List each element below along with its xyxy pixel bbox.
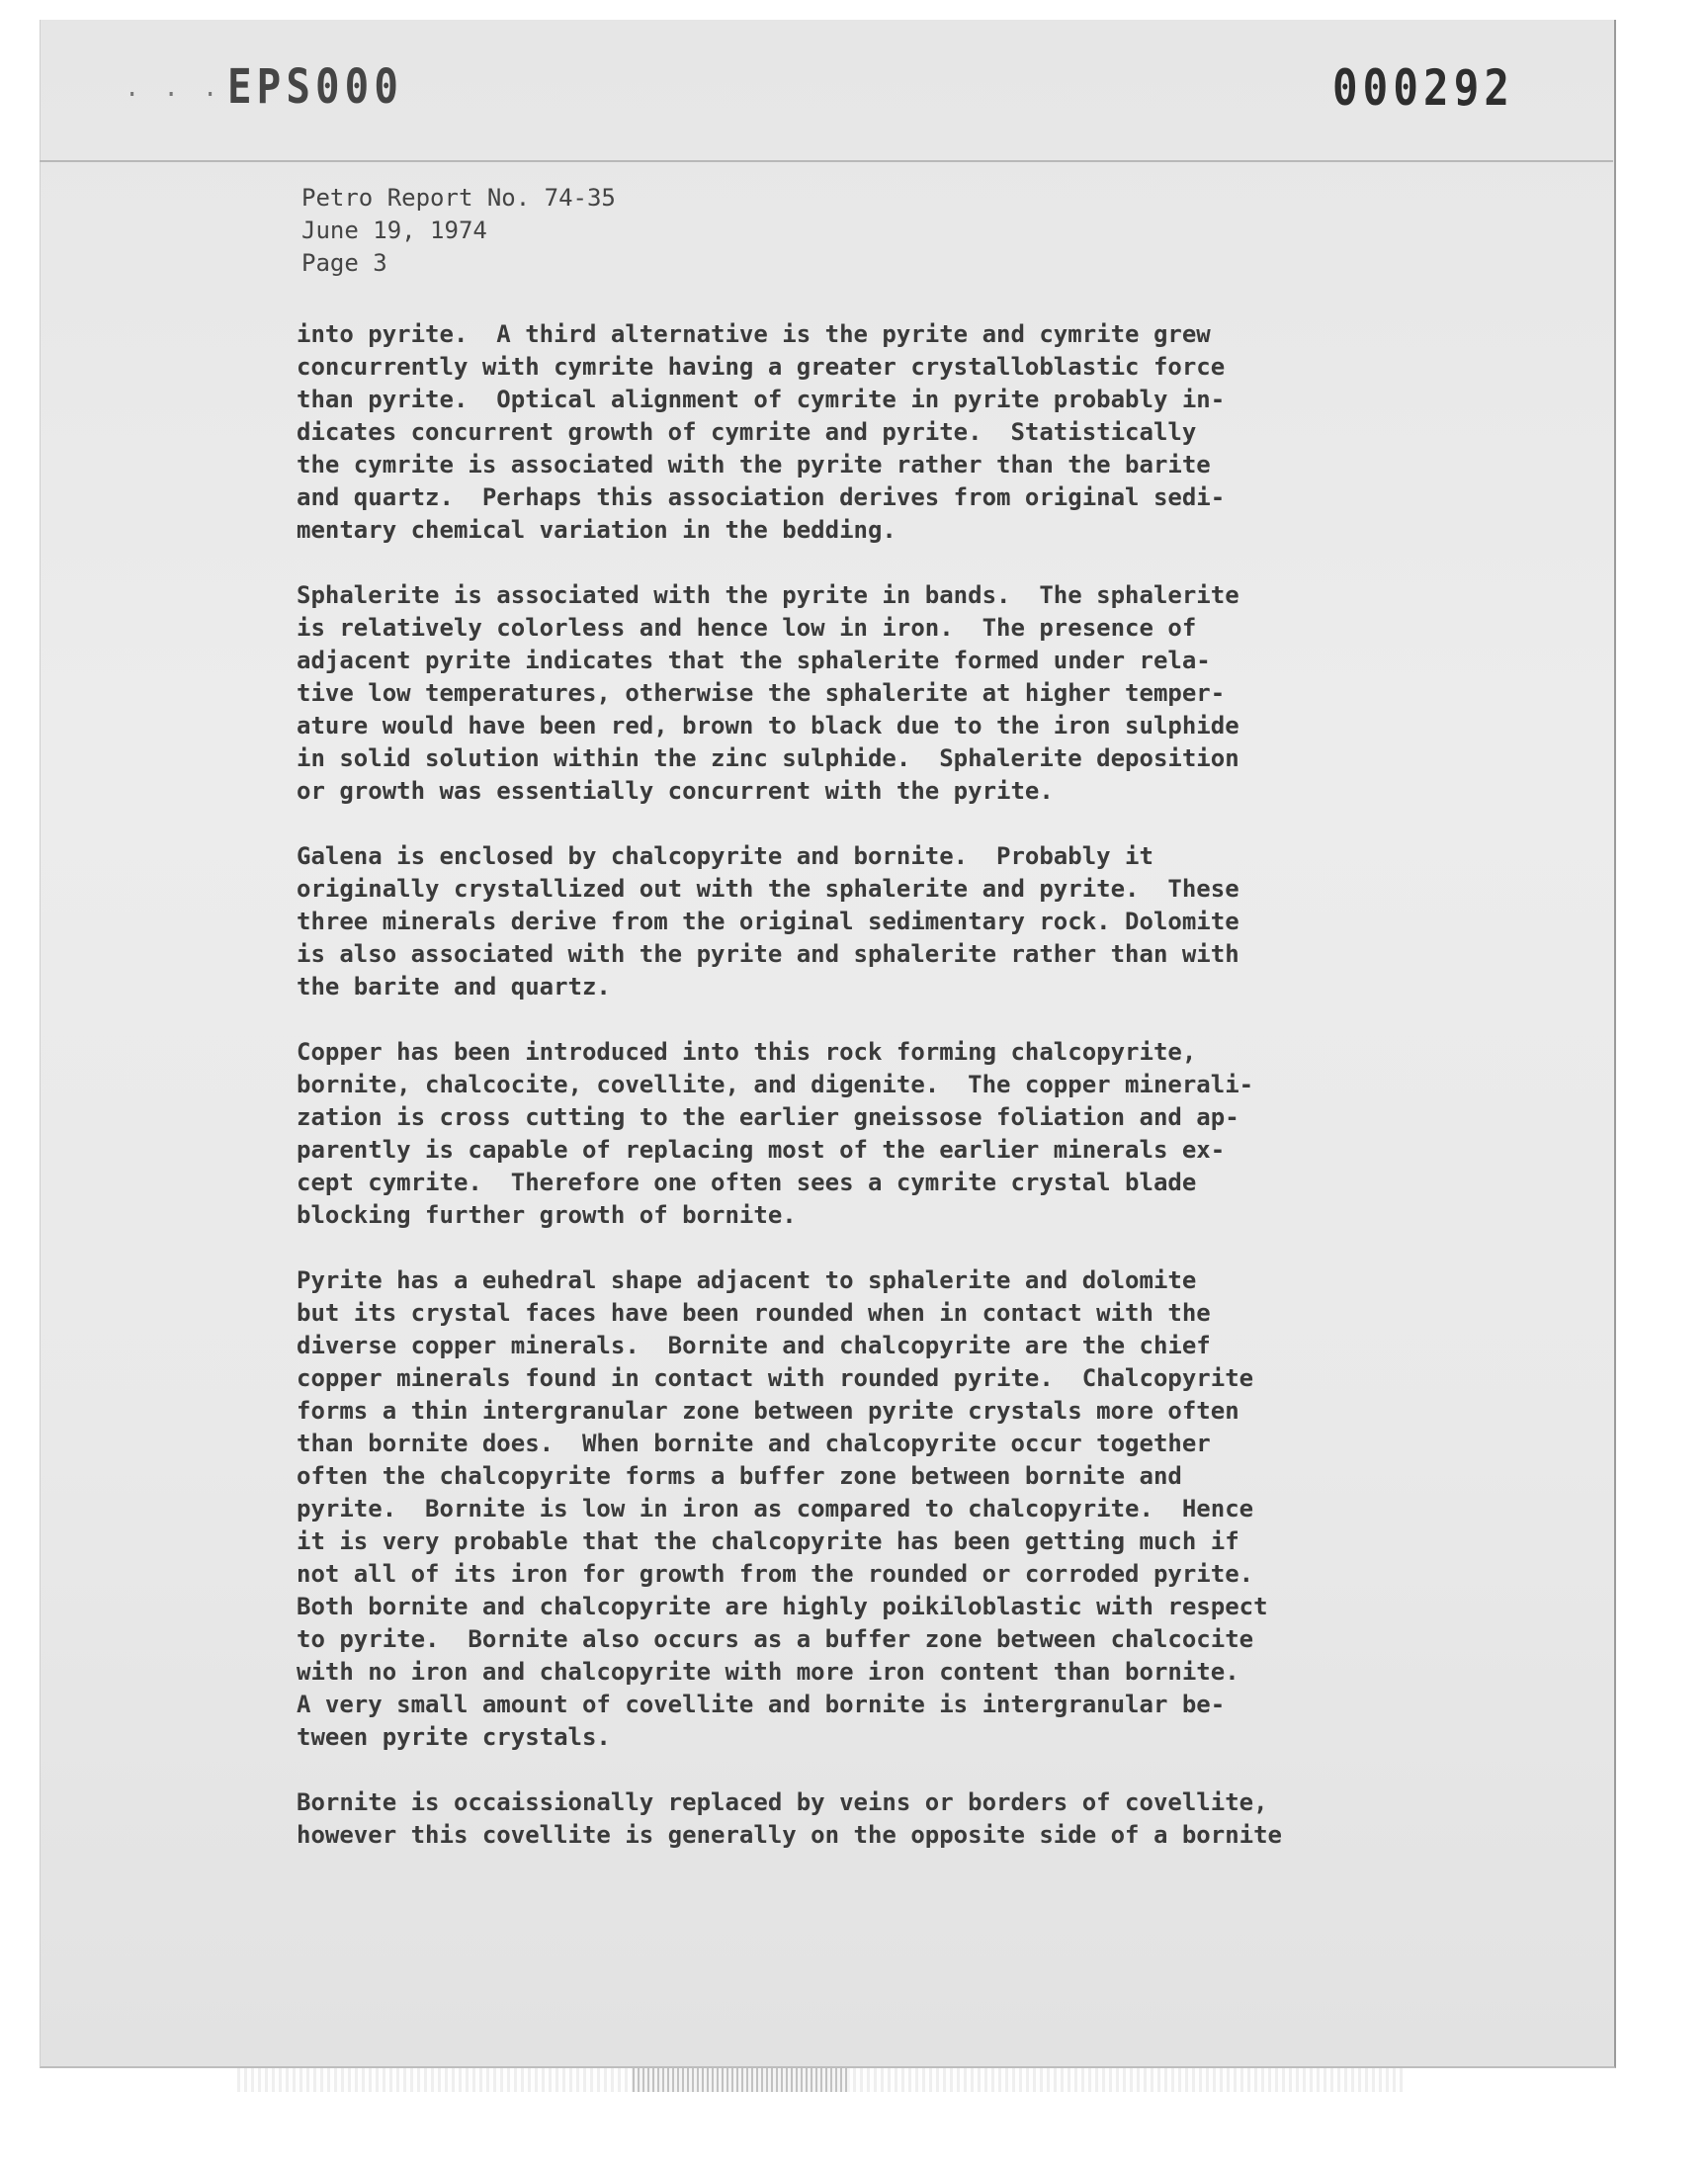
scan-artifact-dark xyxy=(633,2068,850,2092)
paragraph xyxy=(297,1036,1413,1232)
text-line: to pyrite. Bornite also occurs as a buffer zone between chalcocite xyxy=(297,1625,1254,1653)
text-line: forms a thin intergranular zone between pyrite crystals more often xyxy=(297,1397,1239,1425)
report-body xyxy=(297,318,1413,1884)
text-line: the cymrite is associated with the pyrite rather than the barite xyxy=(297,451,1211,478)
text-line: is also associated with the pyrite and sphalerite rather than with xyxy=(297,940,1239,968)
text-line: zation is cross cutting to the earlier gneissose foliation and ap- xyxy=(297,1103,1239,1131)
text-line: Both bornite and chalcopyrite are highly poikiloblastic with respect xyxy=(297,1593,1268,1620)
text-line: however this covellite is generally on the opposite side of a bornite xyxy=(297,1821,1282,1849)
stamp-left xyxy=(127,59,403,115)
text-line: often the chalcopyrite forms a buffer zone between bornite and xyxy=(297,1462,1182,1490)
text-line: with no iron and chalcopyrite with more iron content than bornite. xyxy=(297,1658,1239,1686)
text-line: into pyrite. A third alternative is the pyrite and cymrite grew xyxy=(297,320,1211,348)
text-line: tween pyrite crystals. xyxy=(297,1723,611,1751)
text-line: than bornite does. When bornite and chalcopyrite occur together xyxy=(297,1430,1211,1457)
text-line: is relatively colorless and hence low in iron. The presence of xyxy=(297,614,1197,642)
text-line: pyrite. Bornite is low in iron as compared to chalcopyrite. Hence xyxy=(297,1495,1254,1522)
stamp-left-text: EPS000 xyxy=(227,59,403,115)
text-line: than pyrite. Optical alignment of cymrite in pyrite probably in- xyxy=(297,386,1226,413)
paragraph xyxy=(297,840,1413,1003)
stamp-dots: . . . xyxy=(127,77,224,102)
text-line: bornite, chalcocite, covellite, and digenite. The copper minerali- xyxy=(297,1071,1254,1098)
paragraph xyxy=(297,579,1413,808)
text-line: Galena is enclosed by chalcopyrite and bornite. Probably it xyxy=(297,842,1153,870)
text-line: concurrently with cymrite having a greater crystalloblastic force xyxy=(297,353,1226,381)
text-line: Pyrite has a euhedral shape adjacent to sphalerite and dolomite xyxy=(297,1266,1197,1294)
page-top-edge xyxy=(40,160,1613,162)
text-line: cept cymrite. Therefore one often sees a cymrite crystal blade xyxy=(297,1169,1197,1196)
text-line: tive low temperatures, otherwise the sphalerite at higher temper- xyxy=(297,679,1226,707)
text-line: and quartz. Perhaps this association derives from original sedi- xyxy=(297,483,1226,511)
text-line: three minerals derive from the original sedimentary rock. Dolomite xyxy=(297,908,1239,935)
text-line: diverse copper minerals. Bornite and chalcopyrite are the chief xyxy=(297,1332,1211,1359)
report-number: Petro Report No. 74-35 xyxy=(301,184,616,212)
text-line: Copper has been introduced into this rock forming chalcopyrite, xyxy=(297,1038,1197,1066)
paragraph xyxy=(297,1264,1413,1754)
text-line: blocking further growth of bornite. xyxy=(297,1201,797,1229)
paragraph xyxy=(297,318,1413,547)
text-line: originally crystallized out with the sphalerite and pyrite. These xyxy=(297,875,1239,903)
page-number: Page 3 xyxy=(301,249,387,277)
paragraph xyxy=(297,1786,1413,1852)
stamp-right: 000292 xyxy=(1332,59,1515,117)
text-line: A very small amount of covellite and bornite is intergranular be- xyxy=(297,1691,1226,1718)
text-line: Sphalerite is associated with the pyrite in bands. The sphalerite xyxy=(297,581,1239,609)
text-line: dicates concurrent growth of cymrite and pyrite. Statistically xyxy=(297,418,1197,446)
report-header xyxy=(301,182,616,280)
text-line: not all of its iron for growth from the rounded or corroded pyrite. xyxy=(297,1560,1254,1588)
text-line: the barite and quartz. xyxy=(297,973,611,1000)
text-line: in solid solution within the zinc sulphide. Sphalerite deposition xyxy=(297,744,1239,772)
text-line: it is very probable that the chalcopyrite has been getting much if xyxy=(297,1527,1239,1555)
text-line: ature would have been red, brown to black due to the iron sulphide xyxy=(297,712,1239,740)
text-line: but its crystal faces have been rounded when in contact with the xyxy=(297,1299,1211,1327)
text-line: adjacent pyrite indicates that the sphalerite formed under rela- xyxy=(297,647,1211,674)
text-line: copper minerals found in contact with rounded pyrite. Chalcopyrite xyxy=(297,1364,1254,1392)
text-line: Bornite is occaissionally replaced by veins or borders of covellite, xyxy=(297,1788,1268,1816)
text-line: mentary chemical variation in the bedding. xyxy=(297,516,897,544)
report-date: June 19, 1974 xyxy=(301,217,487,244)
text-line: or growth was essentially concurrent with the pyrite. xyxy=(297,777,1054,805)
text-line: parently is capable of replacing most of the earlier minerals ex- xyxy=(297,1136,1226,1164)
